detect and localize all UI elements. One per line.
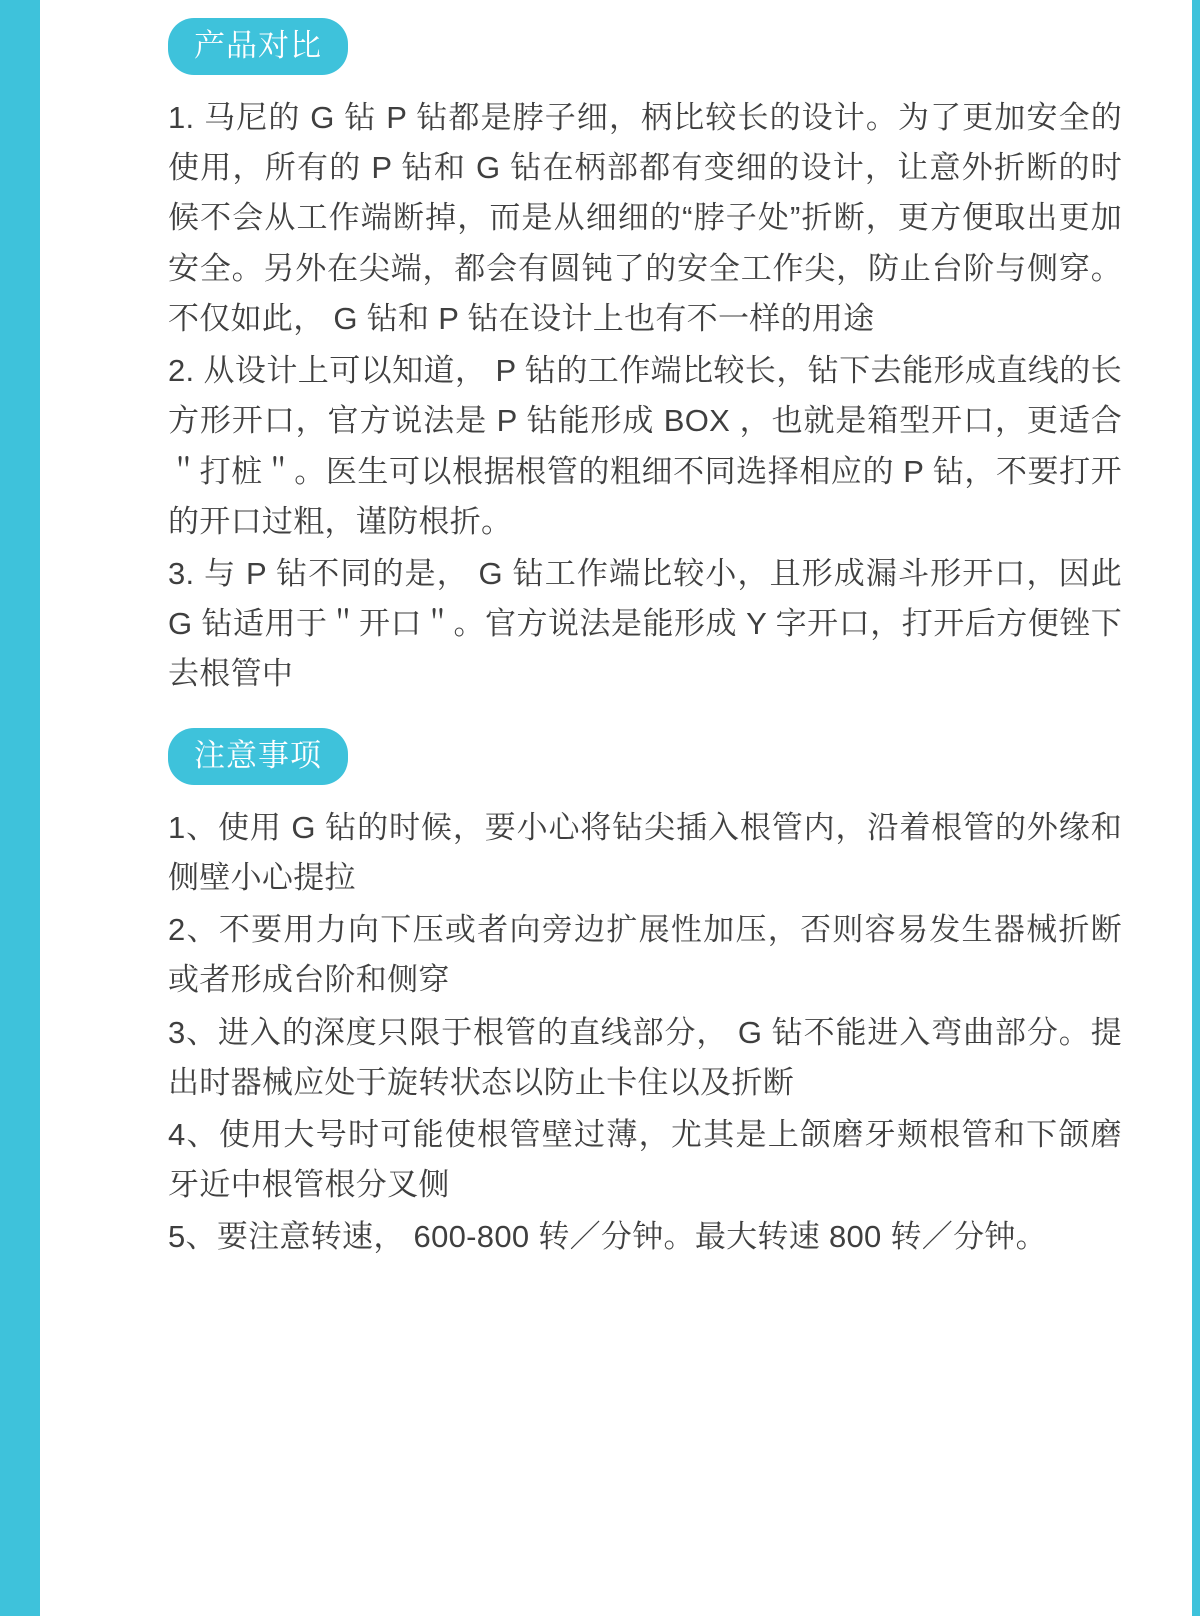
paragraph: 5、要注意转速， 600-800 转／分钟。最大转速 800 转／分钟。 [168, 1219, 1047, 1255]
section-badge-product-comparison: 产品对比 [168, 18, 348, 75]
section-precautions [168, 704, 1122, 1263]
right-accent-rail [1192, 0, 1200, 1616]
section-badge-precautions: 注意事项 [168, 728, 348, 785]
paragraph: 1、使用 G 钻的时候，要小心将钻尖插入根管内，沿着根管的外缘和侧壁小心提拉 [168, 809, 1122, 895]
paragraph: 2、不要用力向下压或者向旁边扩展性加压，否则容易发生器械折断或者形成台阶和侧穿 [168, 912, 1122, 998]
left-accent-rail [0, 0, 40, 1616]
paragraph: 4、使用大号时可能使根管壁过薄，尤其是上颌磨牙颊根管和下颌磨牙近中根管根分叉侧 [168, 1116, 1122, 1203]
section-product-comparison [168, 10, 1122, 700]
paragraph: 3、进入的深度只限于根管的直线部分， G 钻不能进入弯曲部分。提出时器械应处于旋转状态以防止卡住以及折断 [168, 1014, 1122, 1100]
paragraph: 2. 从设计上可以知道， P 钻的工作端比较长，钻下去能形成直线的长方形开口，官方说法是 P 钻能形成 BOX ，也就是箱型开口，更适合＂打桩＂。医生可以根据根管的粗细不同选择相应的 P 钻，不要打开的开口过粗，谨防根折。 [168, 353, 1122, 539]
document-content [40, 0, 1192, 1616]
paragraph: 3. 与 P 钻不同的是， G 钻工作端比较小，且形成漏斗形开口，因此 G 钻适用于＂开口＂。官方说法是能形成 Y 字开口，打开后方便锉下去根管中 [168, 555, 1122, 692]
paragraph: 1. 马尼的 G 钻 P 钻都是脖子细，柄比较长的设计。为了更加安全的使用，所有的 P 钻和 G 钻在柄部都有变细的设计，让意外折断的时候不会从工作端断掉，而是从细细的“脖子处”折断，更方便取出更加安全。另外在尖端，都会有圆钝了的安全工作尖，防止台阶与侧穿。不仅如此， G 钻和 P 钻在设计上也有不一样的用途 [168, 100, 1122, 336]
